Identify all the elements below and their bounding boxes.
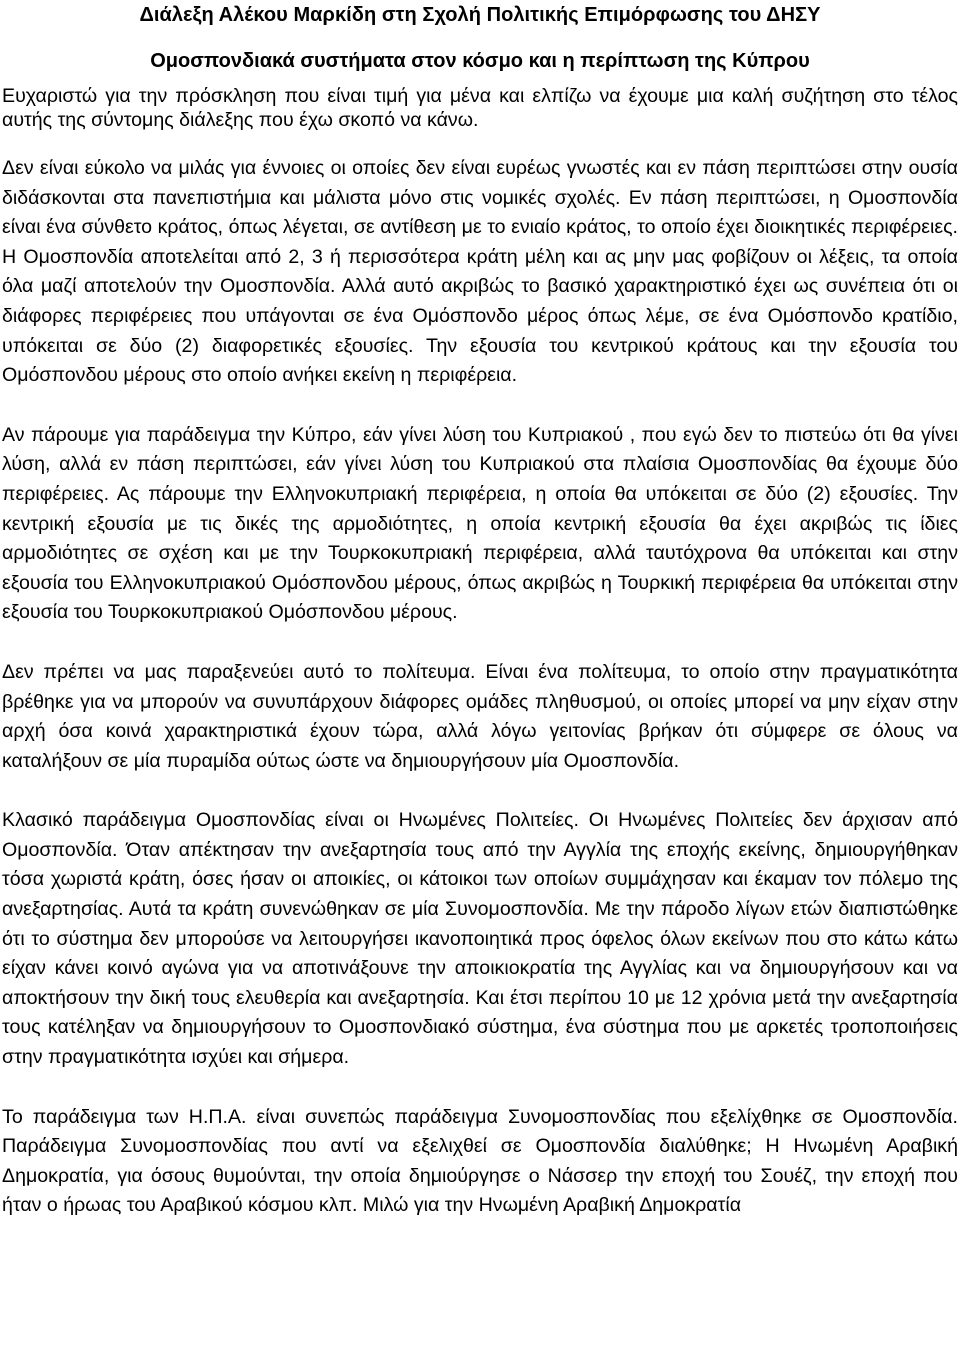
paragraph-intro: Ευχαριστώ για την πρόσκληση που είναι τιμή για μένα και ελπίζω να έχουμε μια καλή συζήτηση στο τέλος αυτής της σύντομης διάλεξης που έχω σκοπό να κάνω. (2, 85, 958, 131)
paragraph-usa-example: Κλασικό παράδειγμα Ομοσπονδίας είναι οι Ηνωμένες Πολιτείες. Οι Ηνωμένες Πολιτείες δεν άρχισαν από Ομοσπονδία. Όταν απέκτησαν την ανεξαρτησία τους από την Αγγλία της εποχής εκείνης, δημιουργήθηκαν τόσα χωριστά κράτη, όσες ήσαν οι αποικίες, οι κάτοικοι των οποίων συμμάχησαν και έκαμαν τον πόλεμο της ανεξαρτησίας. Αυτά τα κράτη συνενώθηκαν σε μία Συνομοσπονδία. Με την πάροδο λίγων ετών διαπιστώθηκε ότι το σύστημα δεν μπορούσε να λειτουργήσει ικανοποιητικά προς όφελος όλων εκείνων που στο κάτω κάτω είχαν κάνει κοινό αγώνα για να αποτινάξουνε την αποικιοκρατία της Αγγλίας και να δημιουργήσουν και να αποκτήσουν την δική τους ελευθερία και ανεξαρτησία. Και έτσι περίπου 10 με 12 χρόνια μετά την ανεξαρτησία τους κατέληξαν να δημιουργήσουν το Ομοσπονδιακό σύστημα, ένα σύστημα που με αρκετές τροποποιήσεις στην πραγματικότητα ισχύει και σήμερα. (2, 809, 958, 1069)
paragraph-polity: Δεν πρέπει να μας παραξενεύει αυτό το πολίτευμα. Είναι ένα πολίτευμα, το οποίο στην πραγματικότητα βρέθηκε για να μπορούν να συνυπάρχουν διάφορες ομάδες πληθυσμού, οι οποίες μπορεί να μην είχαν στην αρχή όσα κοινά χαρακτηριστικά έχουν τώρα, αλλά λόγω γειτονίας βρήκαν ότι σύμφερε σε όλους να καταλήξουν σε μία πυραμίδα ούτως ώστε να δημιουργήσουν μία Ομοσπονδία. (2, 660, 958, 772)
paragraph-federation-definition: Δεν είναι εύκολο να μιλάς για έννοιες οι οποίες δεν είναι ευρέως γνωστές και εν πάση περιπτώσει στην ουσία διδάσκονται στα πανεπιστήμια και μάλιστα μόνο στις νομικές σχολές. Εν πάση περιπτώσει, η Ομοσπονδία είναι ένα σύνθετο κράτος, όπως λέγεται, σε αντίθεση με το ενιαίο κράτος, το οποίο έχει διοικητικές περιφέρειες. Η Ομοσπονδία αποτελείται από 2, 3 ή περισσότερα κράτη μέλη και ας μην μας φοβίζουν οι λέξεις, τα οποία όλα μαζί αποτελούν την Ομοσπονδία. Αλλά αυτό ακριβώς το βασικό χαρακτηριστικό έχει ως συνέπεια ότι οι διάφορες περιφέρειες που υπάγονται σε ένα Ομόσπονδο μέρος όπως λέμε, σε ένα Ομόσπονδο κρατίδιο, υπόκειται σε δύο (2) διαφορετικές εξουσίες. Την εξουσία του κεντρικού κράτους και την εξουσία του Ομόσπονδου μέρους στο οποίο ανήκει εκείνη η περιφέρεια. (2, 157, 958, 387)
paragraph-confederation-example: Το παράδειγμα των Η.Π.Α. είναι συνεπώς παράδειγμα Συνομοσπονδίας που εξελίχθηκε σε Ομοσπονδία. Παράδειγμα Συνομοσπονδίας που αντί να εξελιχθεί σε Ομοσπονδία διαλύθηκε; Η Ηνωμένη Αραβική Δημοκρατία, για όσους θυμούνται, την οποία δημιούργησε ο Νάσσερ την εποχή του Σουέζ, την εποχή που ήταν ο ήρωας του Αραβικού κόσμου κλπ. Μιλώ για την Ηνωμένη Αραβική Δημοκρατία (2, 1105, 958, 1217)
document-title: Διάλεξη Αλέκου Μαρκίδη στη Σχολή Πολιτικής Επιμόρφωσης του ΔΗΣΥ (139, 4, 821, 26)
document-subtitle: Ομοσπονδιακά συστήματα στον κόσμο και η περίπτωση της Κύπρου (150, 50, 810, 72)
paragraph-cyprus-example: Αν πάρουμε για παράδειγμα την Κύπρο, εάν γίνει λύση του Κυπριακού , που εγώ δεν το πιστεύω ότι θα γίνει λύση, αλλά εν πάση περιπτώσει, εάν γίνει λύση του Κυπριακού στα πλαίσια Ομοσπονδίας θα έχουμε δύο περιφέρειες. Ας πάρουμε την Ελληνοκυπριακή περιφέρεια, η οποία θα υπόκειται σε δύο (2) εξουσίες. Την κεντρική εξουσία με τις δικές της αρμοδιότητες, η οποία κεντρική εξουσία θα έχει ακριβώς τις ίδιες αρμοδιότητες σε σχέση και με την Τουρκοκυπριακή περιφέρεια, αλλά ταυτόχρονα θα υπόκειται και στην εξουσία του Ελληνοκυπριακού Ομόσπονδου μέρους, όπως ακριβώς η Τουρκική περιφέρεια θα υπόκειται στην εξουσία του Τουρκοκυπριακού Ομόσπονδου μέρους. (2, 423, 958, 624)
